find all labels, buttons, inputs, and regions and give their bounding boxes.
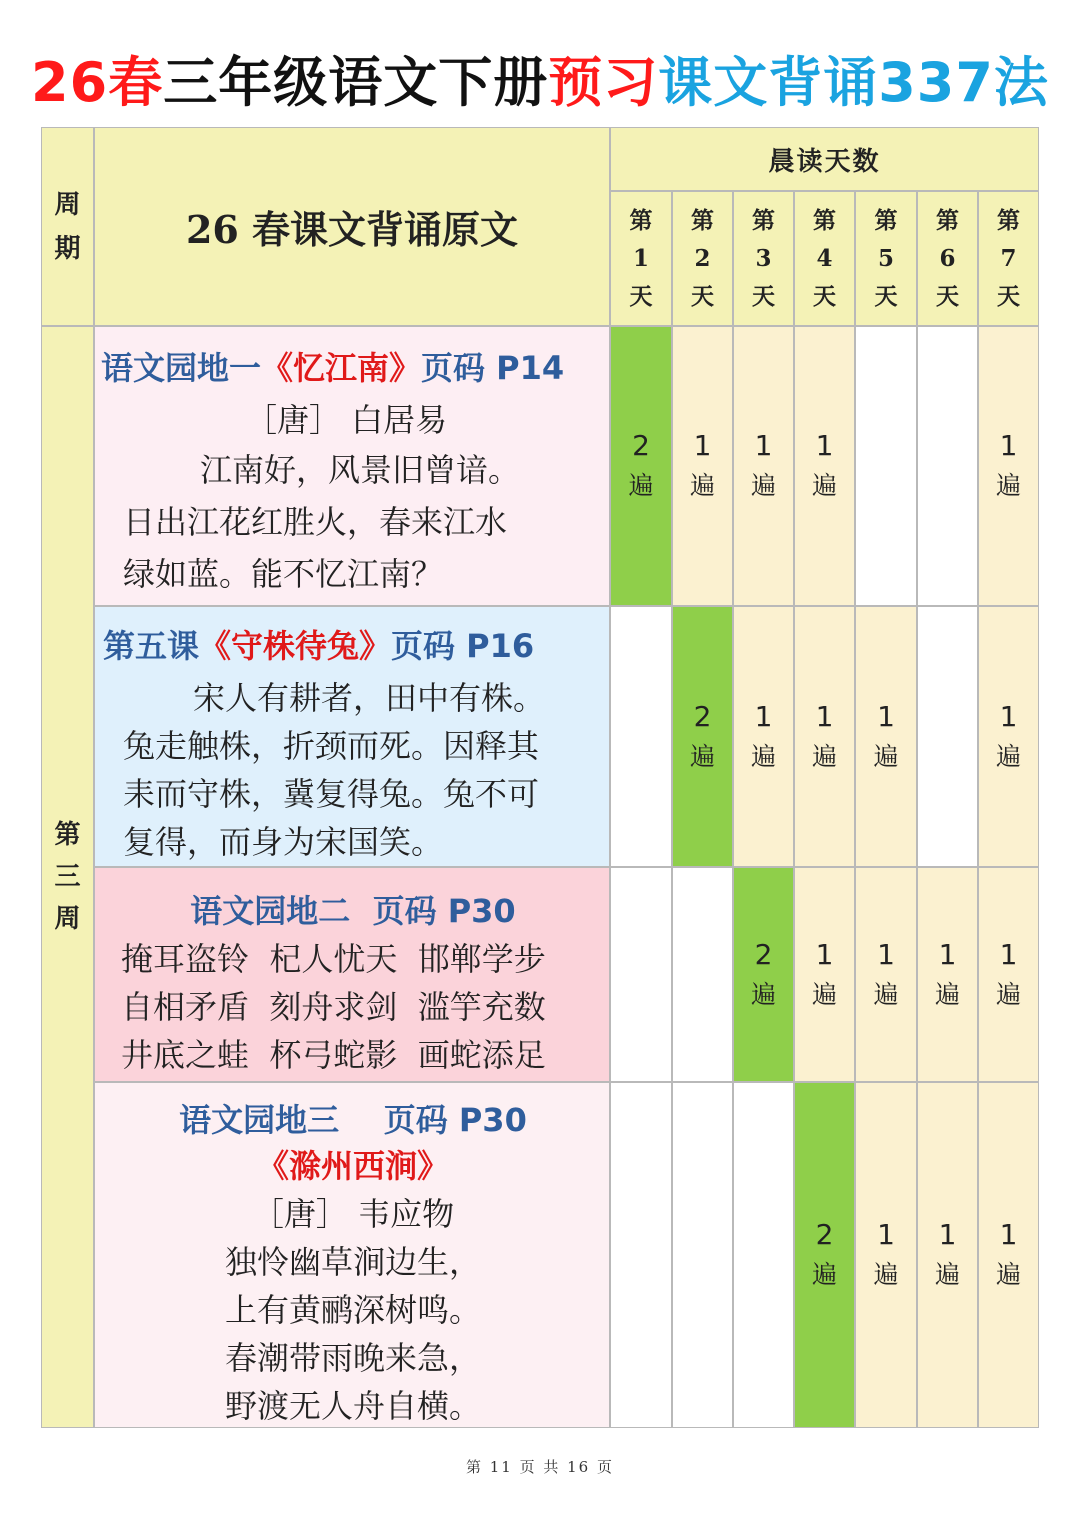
count-cell-row1-day4: [794, 326, 855, 606]
text-line: 井底之蛙 杯弓蛇影 画蛇添足: [121, 1036, 546, 1074]
title-highlight: 《守株待兔》: [199, 627, 392, 665]
page-footer: 第 11 页 共 16 页: [465, 1458, 614, 1476]
count-number: 1: [815, 699, 834, 733]
title-part-1: 26春: [31, 51, 164, 114]
count-cell-row4-day1: [610, 1082, 672, 1428]
title-highlight: 《忆江南》: [261, 349, 422, 387]
count-number: 1: [877, 699, 895, 733]
day-label: 第: [691, 206, 714, 234]
count-unit: 遍: [750, 471, 776, 500]
count-number: 2: [693, 699, 712, 733]
count-cell-row1-day2: [672, 326, 733, 606]
count-number: 1: [999, 699, 1018, 733]
header-morning-read: [610, 127, 1039, 191]
count-number: 1: [999, 429, 1018, 462]
text-line: 春潮带雨晚来急，: [224, 1339, 481, 1377]
count-number: 1: [693, 429, 712, 462]
count-cell-row3-day5: [855, 867, 917, 1082]
day-label: 第: [874, 206, 898, 234]
day-label: 第: [752, 206, 775, 234]
count-unit: 遍: [934, 1260, 960, 1289]
header-day-4: [794, 191, 855, 326]
day-label: 天: [813, 282, 836, 310]
count-cell-row1-day1: [610, 326, 672, 606]
week-label-char: 三: [54, 862, 81, 892]
text-title: 语文园地二 页码 P30: [190, 892, 516, 930]
header-day-2: [672, 191, 733, 326]
count-unit: 遍: [995, 471, 1021, 500]
page-title: [0, 40, 1080, 117]
count-unit: 遍: [689, 471, 715, 500]
count-number: 1: [877, 1218, 895, 1251]
text-title: [103, 621, 534, 667]
header-morning-read-label: 晨读天数: [768, 146, 881, 177]
count-cell-row1-day3: [733, 326, 794, 606]
count-unit: 遍: [873, 1260, 899, 1289]
header-week-char-1: 周: [54, 189, 81, 220]
count-unit: 遍: [873, 979, 899, 1009]
count-number: 1: [754, 429, 773, 462]
count-cell-row4-day3: [733, 1082, 794, 1428]
count-unit: 遍: [995, 979, 1021, 1009]
day-label: 第: [936, 206, 959, 234]
day-number: 5: [877, 244, 894, 272]
text-row-2: [94, 606, 610, 867]
week-label: [41, 326, 94, 1428]
count-unit: 遍: [995, 741, 1021, 771]
count-unit: 遍: [628, 471, 654, 500]
day-number: 2: [694, 244, 711, 272]
day-label: 第: [813, 206, 836, 234]
day-number: 4: [816, 244, 833, 272]
text-row-4: [94, 1082, 610, 1428]
day-label: 天: [629, 282, 653, 310]
count-cell-row1-day6: [917, 326, 978, 606]
count-cell-row4-day5: [855, 1082, 917, 1428]
day-label: 天: [691, 282, 714, 310]
count-number: 2: [632, 429, 650, 462]
count-cell-row2-day2: [672, 606, 733, 867]
text-title: 语文园地三 页码 P30: [179, 1101, 527, 1139]
count-cell-row4-day4: [794, 1082, 855, 1428]
header-week: [41, 127, 94, 326]
title-part-2: 三年级语文下册: [163, 51, 549, 114]
count-number: 1: [815, 937, 834, 971]
count-unit: 遍: [689, 741, 715, 771]
text-line: 掩耳盗铃 杞人忧天 邯郸学步: [121, 940, 546, 978]
count-cell-row2-day7: [978, 606, 1039, 867]
title-prefix: 语文园地一: [101, 349, 262, 387]
count-cell-row3-day2: [672, 867, 733, 1082]
schedule-table: [41, 127, 1039, 1428]
header-day-7: [978, 191, 1039, 326]
day-label: 天: [752, 282, 775, 310]
count-cell-row2-day5: [855, 606, 917, 867]
text-line: 自相矛盾 刻舟求剑 滥竽充数: [121, 988, 546, 1026]
count-cell-row2-day6: [917, 606, 978, 867]
count-unit: 遍: [811, 471, 837, 500]
week-label-char: 周: [54, 904, 81, 934]
text-line: 江南好，风景旧曾谙。: [200, 451, 521, 489]
title-part-4: 课文背诵337法: [658, 51, 1049, 114]
day-number: 3: [755, 244, 772, 272]
count-cell-row3-day3: [733, 867, 794, 1082]
header-day-6: [917, 191, 978, 326]
header-text-label: 26 春课文背诵原文: [185, 207, 519, 252]
text-row-3: [94, 867, 610, 1082]
count-number: 1: [938, 1218, 957, 1251]
title-prefix: 第五课: [103, 627, 200, 665]
header-day-1: [610, 191, 672, 326]
count-unit: 遍: [995, 1260, 1021, 1289]
count-cell-row3-day7: [978, 867, 1039, 1082]
count-unit: 遍: [750, 741, 776, 771]
header-day-3: [733, 191, 794, 326]
header-week-char-2: 期: [54, 233, 81, 264]
count-cell-row1-day7: [978, 326, 1039, 606]
title-part-3: 预习: [548, 51, 659, 114]
count-cell-row4-day2: [672, 1082, 733, 1428]
count-number: 2: [815, 1218, 834, 1251]
count-unit: 遍: [934, 979, 960, 1009]
count-unit: 遍: [873, 741, 899, 771]
text-line: 日出江花红胜火，春来江水: [123, 503, 508, 541]
header-day-5: [855, 191, 917, 326]
count-number: 1: [754, 699, 773, 733]
count-cell-row3-day6: [917, 867, 978, 1082]
count-cell-row2-day3: [733, 606, 794, 867]
title-suffix: 页码 P16: [391, 627, 535, 665]
day-label: 天: [997, 282, 1020, 310]
count-unit: 遍: [811, 979, 837, 1009]
count-number: 1: [938, 937, 957, 971]
week-label-char: 第: [54, 820, 81, 850]
count-number: 1: [877, 937, 895, 971]
text-author: ［唐］ 白居易: [245, 401, 448, 439]
text-subtitle: [95, 1141, 611, 1187]
count-number: 1: [999, 937, 1018, 971]
count-unit: 遍: [811, 1260, 837, 1289]
text-line: 绿如蓝。能不忆江南？: [123, 555, 444, 593]
count-number: 1: [815, 429, 834, 462]
day-number: 6: [939, 244, 956, 272]
count-cell-row1-day5: [855, 326, 917, 606]
count-cell-row3-day4: [794, 867, 855, 1082]
day-label: 天: [874, 282, 898, 310]
count-cell-row2-day1: [610, 606, 672, 867]
text-author: ［唐］ 韦应物: [251, 1195, 455, 1233]
text-title: [101, 343, 564, 389]
count-number: 1: [999, 1218, 1018, 1251]
text-line: 宋人有耕者，田中有株。: [193, 679, 546, 717]
text-line: 独怜幽草涧边生，: [224, 1243, 481, 1281]
day-number: 1: [632, 244, 649, 272]
count-number: 2: [754, 937, 773, 971]
text-line: 复得，而身为宋国笑。: [123, 823, 444, 861]
count-cell-row4-day7: [978, 1082, 1039, 1428]
day-label: 第: [997, 206, 1020, 234]
day-label: 天: [936, 282, 959, 310]
day-label: 第: [629, 206, 653, 234]
text-line: 上有黄鹂深树鸣。: [224, 1291, 481, 1329]
count-cell-row3-day1: [610, 867, 672, 1082]
text-row-1: [94, 326, 610, 606]
title-highlight: 《滁州西涧》: [256, 1147, 449, 1185]
text-line: 野渡无人舟自横。: [224, 1387, 481, 1425]
day-number: 7: [1000, 244, 1017, 272]
header-text-column: [94, 127, 610, 326]
text-line: 兔走触株，折颈而死。因释其: [123, 727, 540, 765]
count-cell-row2-day4: [794, 606, 855, 867]
count-unit: 遍: [750, 979, 776, 1009]
text-line: 耒而守株，冀复得兔。兔不可: [123, 775, 540, 813]
count-unit: 遍: [811, 741, 837, 771]
title-suffix: 页码 P14: [421, 349, 565, 387]
count-cell-row4-day6: [917, 1082, 978, 1428]
